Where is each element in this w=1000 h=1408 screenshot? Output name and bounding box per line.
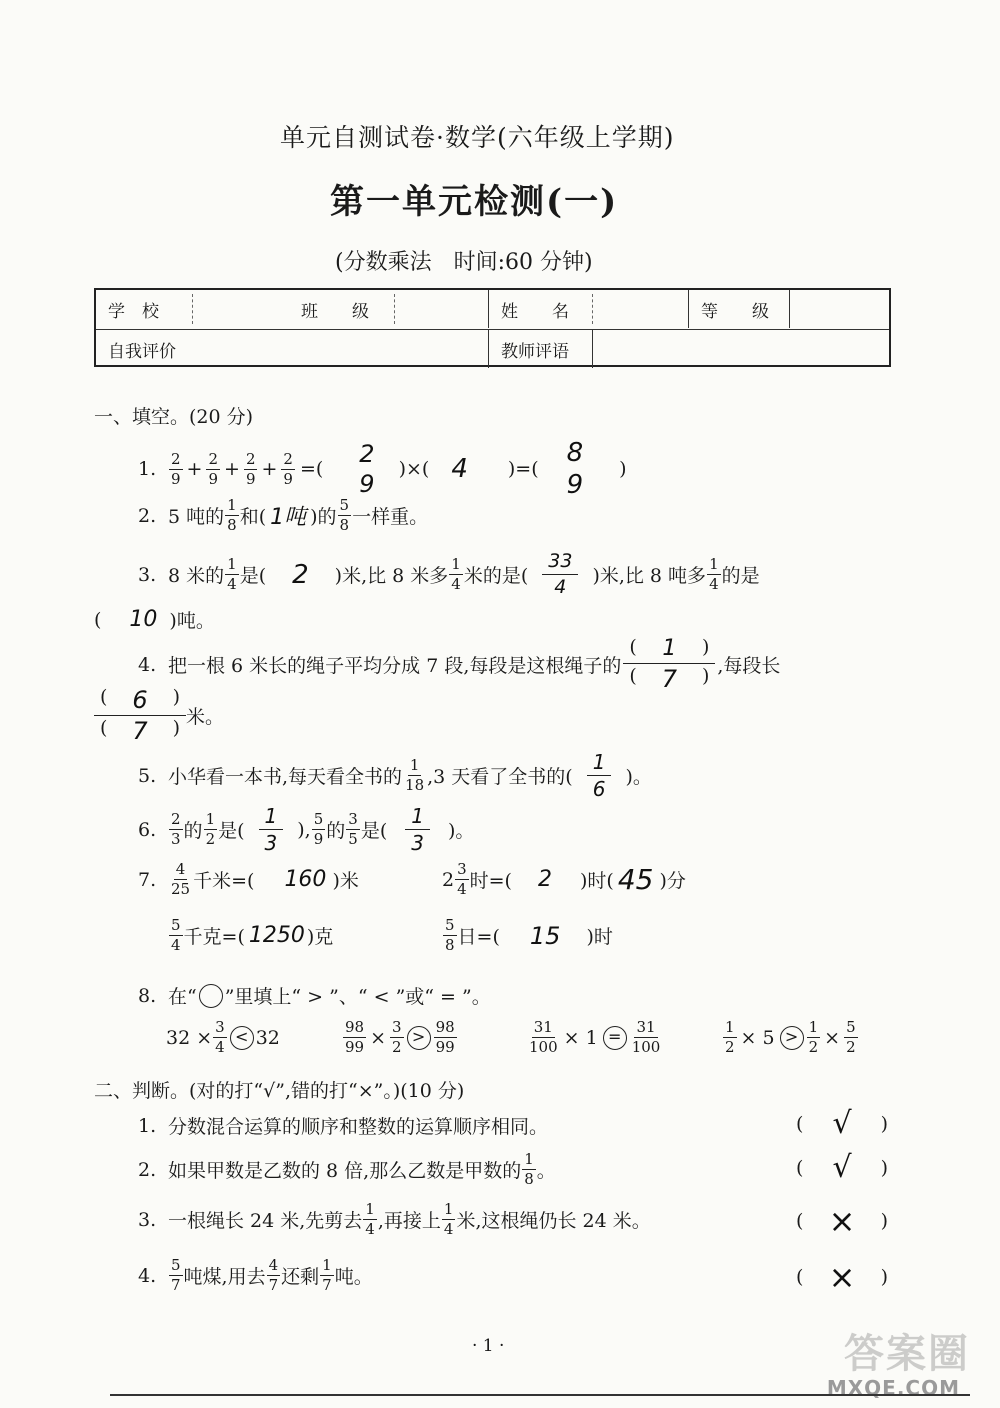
judge-item-2: 2. 如果甲数是乙数的 8 倍,那么乙数是甲数的 $\frac{1}{8}$ 。 xyxy=(138,1150,556,1188)
series-title: 单元自测试卷·数学(六年级上学期) xyxy=(280,123,675,152)
judge-item-1: 1. 分数混合运算的顺序和整数的运算顺序相同。 xyxy=(138,1114,549,1138)
judge-answer-3: ( × ) xyxy=(796,1202,888,1240)
q3-answer-3: 10 xyxy=(129,607,158,632)
q8: 8. 在“ ”里填上“ > ”、“ < ”或“ = ”。 xyxy=(138,984,491,1008)
school-label: 学 校 xyxy=(108,301,159,322)
judge-answer-1: ( √ ) xyxy=(796,1106,888,1141)
q7-answer-5: 15 xyxy=(529,921,561,950)
q2: 2. 5 吨的 $\frac{1}{8}$ 和( 1吨 )的 $\frac{5}{8}$ 一样重。 xyxy=(138,496,429,534)
info-row-2 xyxy=(96,329,889,368)
q4-answer-2: ( 6 ) ( 7 ) xyxy=(94,688,186,743)
q6-answer-2: 1 3 xyxy=(405,806,430,853)
q1-answer-2: 4 xyxy=(451,454,468,484)
q7: 7. $\frac{4}{25}$ 千米=( 160 )米 xyxy=(138,860,359,898)
section2-heading: 二、判断。(对的打“√”,错的打“×”。)(10 分) xyxy=(94,1080,465,1102)
name-label: 姓 名 xyxy=(501,301,569,322)
compare-answer-1: < xyxy=(230,1026,254,1050)
self-eval-label: 自我评价 xyxy=(108,341,176,362)
watermark-text: 答案圈 xyxy=(844,1331,970,1377)
q1: 1. $\frac{2}{9}$ + $\frac{2}{9}$ + $\frac{2}{9}$ + $\frac{2}{9}$ =( 2 9 )×( 4 )=( 8 9 ) xyxy=(138,438,627,500)
q8-compare-4: $\frac{1}{2}$ × 5 > $\frac{1}{2}$ × $\frac{5}{2}$ xyxy=(725,1018,856,1056)
q5-answer: 1 6 xyxy=(587,752,612,799)
student-info-table xyxy=(94,288,891,367)
judge-item-3: 3. 一根绳长 24 米,先剪去 $\frac{1}{4}$ ,再接上 $\frac{1}{4}$ 米,这根绳仍长 24 米。 xyxy=(138,1200,651,1238)
q1-frac-1: $\frac{2}{9}$ xyxy=(171,449,181,488)
watermark-url: MXQE.COM xyxy=(826,1376,960,1400)
subtitle: (分数乘法 时间:60 分钟) xyxy=(335,250,593,275)
judge-item-4: 4. $\frac{5}{7}$ 吨煤,用去 $\frac{4}{7}$ 还剩 $\frac{1}{7}$ 吨。 xyxy=(138,1256,373,1294)
compare-answer-4: > xyxy=(780,1026,804,1050)
q2-answer: 1吨 xyxy=(270,505,307,530)
q5: 5. 小华看一本书,每天看全书的 $\frac{1}{18}$ ,3 天看了全书的( 1 6 )。 xyxy=(138,750,652,801)
q6-answer-1: 1 3 xyxy=(259,806,284,853)
q7-answer-1: 160 xyxy=(284,867,327,892)
unit-title: 第一单元检测(一) xyxy=(330,182,619,222)
info-row-1 xyxy=(96,290,889,328)
q4-line-2: ( 6 ) ( 7 ) 米。 xyxy=(94,688,224,743)
compare-answer-2: > xyxy=(407,1026,431,1050)
judge-answer-4: ( × ) xyxy=(796,1258,888,1296)
q8-compare-3: $\frac{31}{100}$ × 1 = $\frac{31}{100}$ xyxy=(529,1018,661,1056)
q7-part-4: $\frac{5}{8}$ 日=( 15 )时 xyxy=(445,916,613,954)
section1-heading: 一、填空。(20 分) xyxy=(94,406,254,428)
q4-answer-1: ( 1 ) ( 7 ) xyxy=(623,638,715,691)
q7-line-2: $\frac{5}{4}$ 千克=( 1250 )克 xyxy=(171,916,334,954)
q3-answer-2: 33 4 xyxy=(542,552,578,597)
blank-circle-icon xyxy=(199,984,223,1008)
q7-answer-2: 2 xyxy=(537,867,552,892)
q7-answer-4: 1250 xyxy=(248,923,305,948)
q4: 4. 把一根 6 米长的绳子平均分成 7 段,每段是这根绳子的 ( 1 ) ( 7 ) ,每段长 xyxy=(138,636,781,693)
q1-answer-3: 8 9 xyxy=(566,438,584,500)
q8-compare-2: $\frac{98}{99}$ × $\frac{3}{2}$ > $\frac{98}{99}$ xyxy=(345,1018,455,1056)
q3: 3. 8 米的 $\frac{1}{4}$ 是( 2 )米,比 8 米多 $\frac{1}{4}$ 米的是( 33 4 )米,比 8 吨多 $\frac{1}{4}$ 的是 xyxy=(138,550,760,598)
grade-label: 等 级 xyxy=(701,301,769,322)
q1-frac-4: $\frac{2}{9}$ xyxy=(283,449,293,488)
q7-answer-3: 45 xyxy=(617,863,654,896)
page-number: · 1 · xyxy=(472,1336,505,1356)
judge-answer-2: ( √ ) xyxy=(796,1150,888,1185)
q6: 6. $\frac{2}{3}$ 的 $\frac{1}{2}$ 是( 1 3 ), $\frac{5}{9}$ 的 $\frac{3}{5}$ 是( 1 3 )。 xyxy=(138,804,475,855)
teacher-eval-label: 教师评语 xyxy=(501,341,569,362)
q1-frac-3: $\frac{2}{9}$ xyxy=(245,449,256,488)
q1-num: 1. xyxy=(138,458,157,480)
q7-part-2: 2 $\frac{3}{4}$ 时=( 2 )时( 45 )分 xyxy=(442,860,686,898)
q3-answer-1: 2 xyxy=(292,559,309,590)
q1-answer-1: 2 9 xyxy=(359,440,375,498)
q8-compare-1: 32 × $\frac{3}{4}$ < 32 xyxy=(166,1018,280,1056)
q3-line-2: ( 10 )吨。 xyxy=(94,607,215,632)
q1-frac-2: $\frac{2}{9}$ xyxy=(208,449,219,488)
class-label: 班 级 xyxy=(301,301,369,322)
bottom-rule xyxy=(110,1394,970,1396)
compare-answer-3: = xyxy=(603,1026,627,1050)
